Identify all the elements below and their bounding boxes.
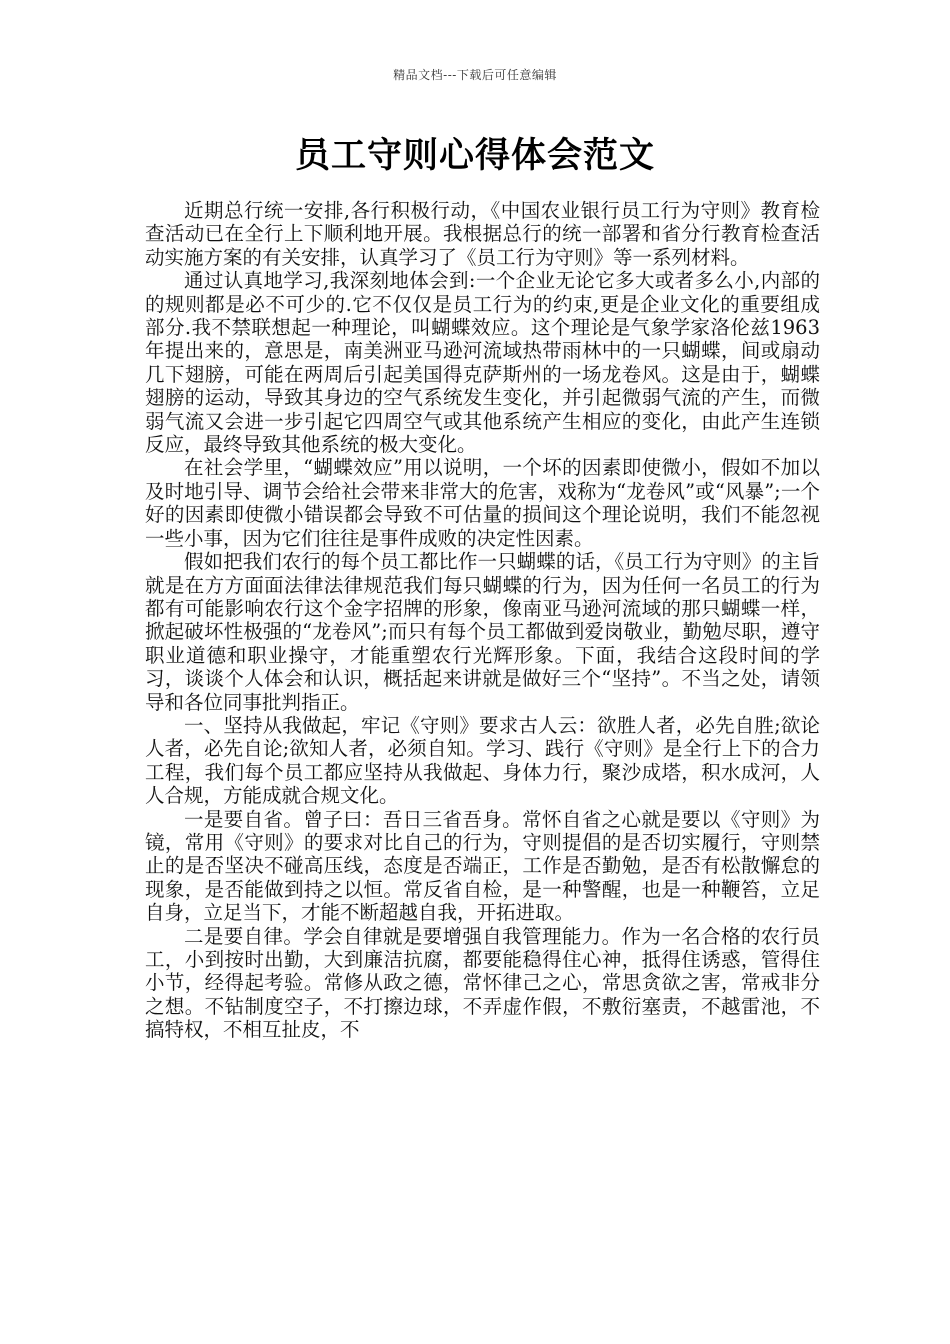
document-body <box>145 199 820 1042</box>
paragraph: 二是要自律。学会自律就是要增强自我管理能力。作为一名合格的农行员工，小到按时出勤，大到廉洁抗腐，都要能稳得住心神，抵得住诱惑，管得住小节，经得起考验。常修从政之德，常怀律己之心，常思贪欲之害，常戒非分之想。不钻制度空子，不打擦边球，不弄虚作假，不敷衍塞责，不越雷池，不搞特权，不相互扯皮，不 <box>145 924 820 1042</box>
paragraph: 一是要自省。曾子曰：吾日三省吾身。常怀自省之心就是要以《守则》为镜，常用《守则》的要求对比自己的行为，守则提倡的是否切实履行，守则禁止的是否坚决不碰高压线，态度是否端正，工作是否勤勉，是否有松散懈怠的现象，是否能做到持之以恒。常反省自检，是一种警醒，也是一种鞭笞，立足自身，立足当下，才能不断超越自我，开拓进取。 <box>145 807 820 925</box>
paragraph: 假如把我们农行的每个员工都比作一只蝴蝶的话，《员工行为守则》的主旨就是在方方面面法律法律规范我们每只蝴蝶的行为，因为任何一名员工的行为都有可能影响农行这个金字招牌的形象，像南亚马逊河流域的那只蝴蝶一样，掀起破坏性极强的“龙卷风”;而只有每个员工都做到爱岗敬业，勤勉尽职，遵守职业道德和职业操守，才能重塑农行光辉形象。下面，我结合这段时间的学习，谈谈个人体会和认识，概括起来讲就是做好三个“坚持”。不当之处，请领导和各位同事批判指正。 <box>145 550 820 714</box>
header-note: 精品文档---下载后可任意编辑 <box>393 68 557 82</box>
paragraph: 通过认真地学习,我深刻地体会到:一个企业无论它多大或者多么小,内部的的规则都是必不可少的.它不仅仅是员工行为的约束,更是企业文化的重要组成部分.我不禁联想起一种理论，叫蝴蝶效应。这个理论是气象学家洛伦兹1963年提出来的，意思是，南美洲亚马逊河流域热带雨林中的一只蝴蝶，间或扇动几下翅膀，可能在两周后引起美国得克萨斯州的一场龙卷风。这是由于，蝴蝶翅膀的运动，导致其身边的空气系统发生变化，并引起微弱气流的产生，而微弱气流又会进一步引起它四周空气或其他系统产生相应的变化，由此产生连锁反应，最终导致其他系统的极大变化。 <box>145 269 820 457</box>
paragraph: 一、坚持从我做起，牢记《守则》要求古人云：欲胜人者，必先自胜;欲论人者，必先自论;欲知人者，必须自知。学习、践行《守则》是全行上下的合力工程，我们每个员工都应坚持从我做起、身体力行，聚沙成塔，积水成河，人人合规，方能成就合规文化。 <box>145 713 820 808</box>
paragraph: 近期总行统一安排,各行积极行动，《中国农业银行员工行为守则》教育检查活动已在全行上下顺利地开展。我根据总行的统一部署和省分行教育检查活动实施方案的有关安排，认真学习了《员工行为守则》等一系列材料。 <box>145 199 820 269</box>
document-title: 员工守则心得体会范文 <box>294 136 655 176</box>
paragraph: 在社会学里，“蝴蝶效应”用以说明，一个坏的因素即使微小，假如不加以及时地引导、调节会给社会带来非常大的危害，戏称为“龙卷风”或“风暴”;一个好的因素即使微小错误都会导致不可估量的损间这个理论说明，我们不能忽视一些小事，因为它们往往是事件成败的决定性因素。 <box>145 456 820 550</box>
